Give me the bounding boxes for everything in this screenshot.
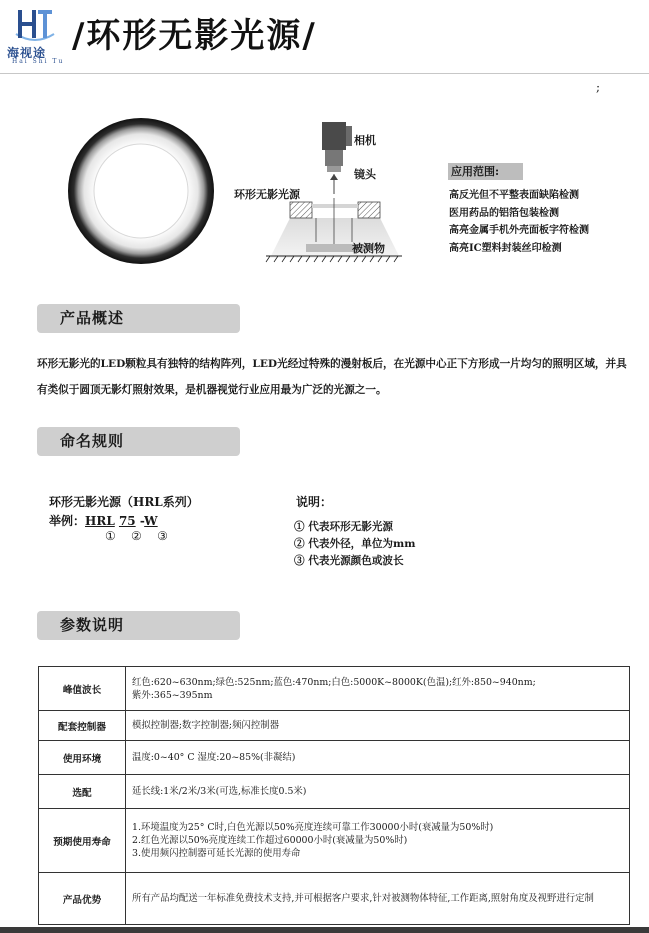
example-part-diameter: 75 xyxy=(118,514,136,528)
param-key: 选配 xyxy=(39,775,126,809)
param-row xyxy=(39,809,630,873)
application-item: 高反光但不平整表面缺陷检测 xyxy=(449,190,579,201)
application-item: 医用药品的铝箔包装检测 xyxy=(449,207,559,219)
section-overview-header: 产品概述 xyxy=(37,304,240,333)
application-item: 高亮金属手机外壳面板字符检测 xyxy=(449,225,589,236)
marker-1: ① xyxy=(105,529,116,543)
param-row xyxy=(39,775,630,809)
ring-light-label: 环形无影光源 xyxy=(234,188,300,201)
param-value: 延长线:1米/2米/3米(可选,标准长度0.5米) xyxy=(126,775,630,809)
application-title: 应用范围: xyxy=(448,163,523,180)
example-markers xyxy=(105,529,168,543)
header-divider xyxy=(0,73,649,74)
application-list xyxy=(449,187,589,257)
marker-2: ② xyxy=(131,529,142,543)
example-part-series: HRL xyxy=(85,514,115,528)
overview-text: 环形无影光的LED颗粒具有独特的结构阵列，LED光经过特殊的漫射板后，在光源中心正下方形成一片均匀的照明区域，并具有类似于圆顶无影灯照射效果，是机器视觉行业应用最为广泛的光源之一。 xyxy=(37,358,627,396)
param-key: 使用环境 xyxy=(39,741,126,775)
naming-note: ① 代表环形无影光源 xyxy=(294,521,394,533)
naming-notes xyxy=(294,519,415,570)
company-logo-icon xyxy=(12,6,58,46)
param-value: 模拟控制器;数字控制器;频闪控制器 xyxy=(126,711,630,741)
section-naming-header: 命名规则 xyxy=(37,427,240,456)
marker-3: ③ xyxy=(157,529,168,543)
stray-mark: ; xyxy=(596,80,601,94)
section-params-header: 参数说明 xyxy=(37,611,240,640)
series-label: 环形无影光源（HRL系列） xyxy=(49,495,199,509)
object-label: 被测物 xyxy=(352,242,385,255)
naming-notes-title: 说明： xyxy=(296,495,333,509)
param-key: 预期使用寿命 xyxy=(39,809,126,873)
camera-label: 相机 xyxy=(354,134,376,147)
ring-light-icon xyxy=(66,116,216,266)
example-separator: - xyxy=(139,514,145,528)
param-key: 配套控制器 xyxy=(39,711,126,741)
application-item: 高亮IC塑料封装丝印检测 xyxy=(449,242,562,254)
naming-note: ③ 代表光源颜色或波长 xyxy=(294,555,404,567)
param-key: 产品优势 xyxy=(39,873,126,925)
example-prefix: 举例： xyxy=(49,514,86,528)
params-table xyxy=(38,666,630,925)
param-key: 峰值波长 xyxy=(39,667,126,711)
param-value: 红色:620~630nm;绿色:525nm;蓝色:470nm;白色:5000K~8000K(色温);红外:850~940nm; 紫外:365~395nm xyxy=(126,667,630,711)
param-value: 温度:0~40° C 湿度:20~85%(非凝结) xyxy=(126,741,630,775)
logo-company-name: 海视途 xyxy=(7,46,47,60)
lens-label: 镜头 xyxy=(354,168,376,181)
naming-example-block xyxy=(49,493,199,531)
param-row xyxy=(39,711,630,741)
param-row xyxy=(39,667,630,711)
param-row xyxy=(39,741,630,775)
example-part-color: W xyxy=(144,514,158,528)
param-value: 所有产品均配送一年标准免费技术支持,并可根据客户要求,针对被测物体特征,工作距离,照射角度及视野进行定制 xyxy=(126,873,630,925)
naming-note: ② 代表外径，单位为mm xyxy=(294,538,416,550)
param-value: 1.环境温度为25° C时,白色光源以50%亮度连续可靠工作30000小时(衰减量为50%时) 2.红色光源以50%亮度连续工作超过60000小时(衰减量为50%时) 3.使用频闪控制器可延长光源的使用寿命 xyxy=(126,809,630,873)
logo-pinyin: Hai Shi Tu xyxy=(12,58,65,65)
param-row xyxy=(39,873,630,925)
page-title: /环形无影光源/ xyxy=(72,16,317,56)
light-setup-diagram xyxy=(230,118,405,266)
bottom-bar xyxy=(0,927,649,933)
